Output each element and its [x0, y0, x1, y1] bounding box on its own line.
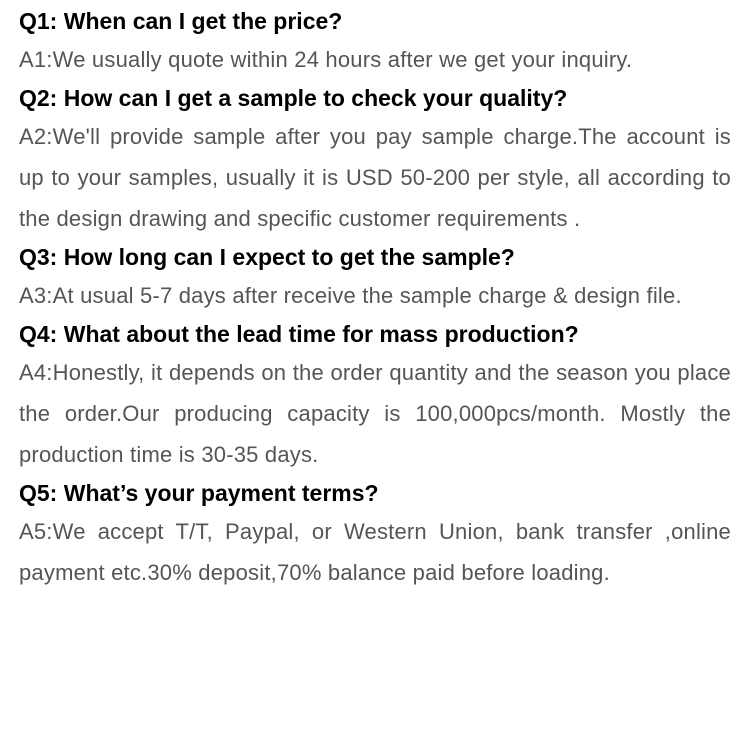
faq-answer-3: A3:At usual 5-7 days after receive the sample charge & design file.: [19, 283, 682, 308]
faq-question-3: Q3: How long can I expect to get the sample?: [19, 244, 515, 270]
faq-answer-2: A2:We'll provide sample after you pay sample charge.The account is up to your samples, usually it is USD 50-200 per style, all according to the design drawing and specific customer requirements .: [19, 124, 731, 231]
faq-answer-1: A1:We usually quote within 24 hours after we get your inquiry.: [19, 47, 633, 72]
faq-question-1: Q1: When can I get the price?: [19, 8, 343, 34]
faq-list: [19, 3, 731, 593]
faq-question-4: Q4: What about the lead time for mass production?: [19, 321, 579, 347]
faq-question-5: Q5: What’s your payment terms?: [19, 480, 379, 506]
faq-answer-4: A4:Honestly, it depends on the order quantity and the season you place the order.Our producing capacity is 100,000pcs/month. Mostly the production time is 30-35 days.: [19, 360, 731, 467]
faq-question-2: Q2: How can I get a sample to check your quality?: [19, 85, 568, 111]
faq-answer-5: A5:We accept T/T, Paypal, or Western Union, bank transfer ,online payment etc.30% deposit,70% balance paid before loading.: [19, 519, 731, 585]
